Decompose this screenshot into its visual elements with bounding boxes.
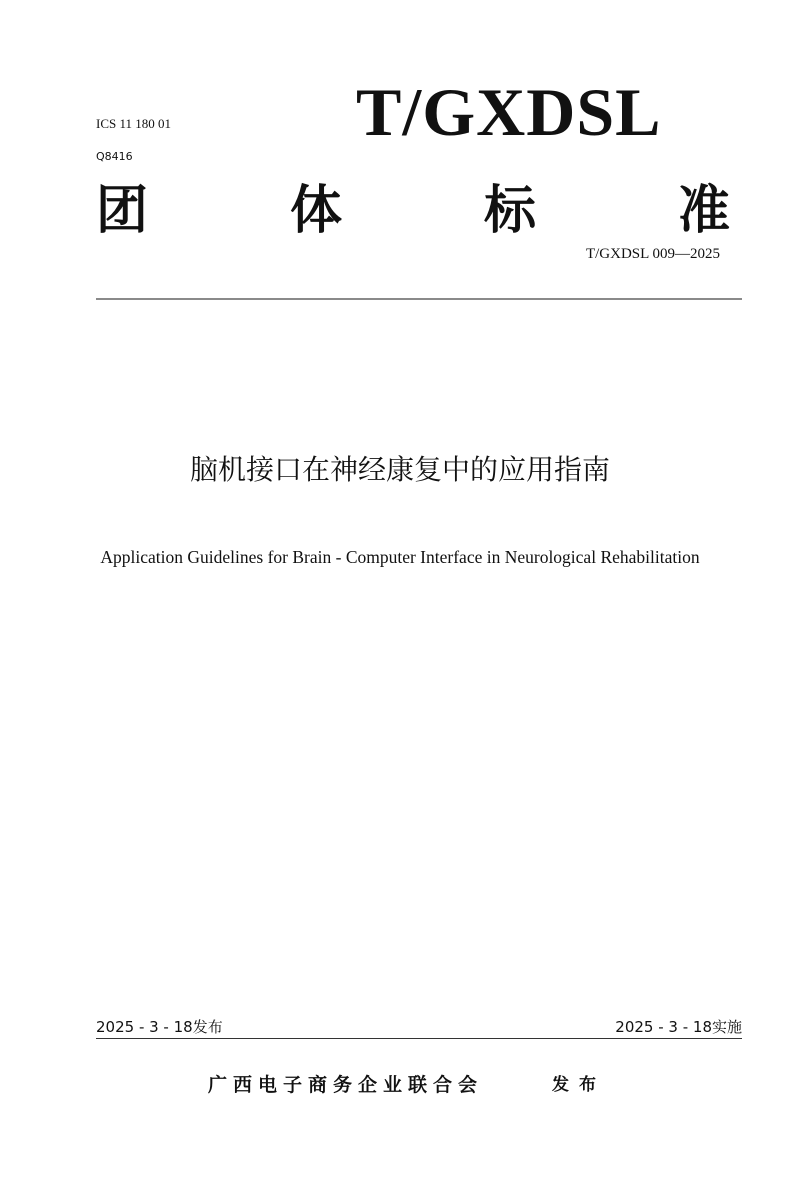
document-title-chinese: 脑机接口在神经康复中的应用指南 — [189, 453, 610, 486]
standard-type-char-1: 团 — [96, 181, 149, 241]
publisher-name: 广西电子商务企业联合会 — [208, 1074, 484, 1096]
document-title-english: Application Guidelines for Brain - Computer Interface in Neurological Rehabilitation — [100, 547, 700, 567]
standard-type-char-4: 准 — [677, 181, 730, 241]
standard-type-char-2: 体 — [289, 181, 342, 241]
bottom-divider — [96, 1038, 742, 1039]
standard-type-heading — [96, 176, 730, 246]
organization-code-title: T/GXDSL — [356, 74, 662, 150]
publish-label: 发布 — [552, 1075, 606, 1095]
ics-code: ICS 11 180 01 — [96, 116, 171, 131]
standard-type-char-3: 标 — [483, 181, 536, 241]
top-divider — [96, 298, 742, 300]
ccs-code: Q8416 — [96, 150, 133, 163]
implementation-date: 2025 - 3 - 18实施 — [615, 1018, 742, 1036]
standard-number: T/GXDSL 009—2025 — [585, 246, 720, 262]
issue-date: 2025 - 3 - 18发布 — [96, 1018, 223, 1036]
